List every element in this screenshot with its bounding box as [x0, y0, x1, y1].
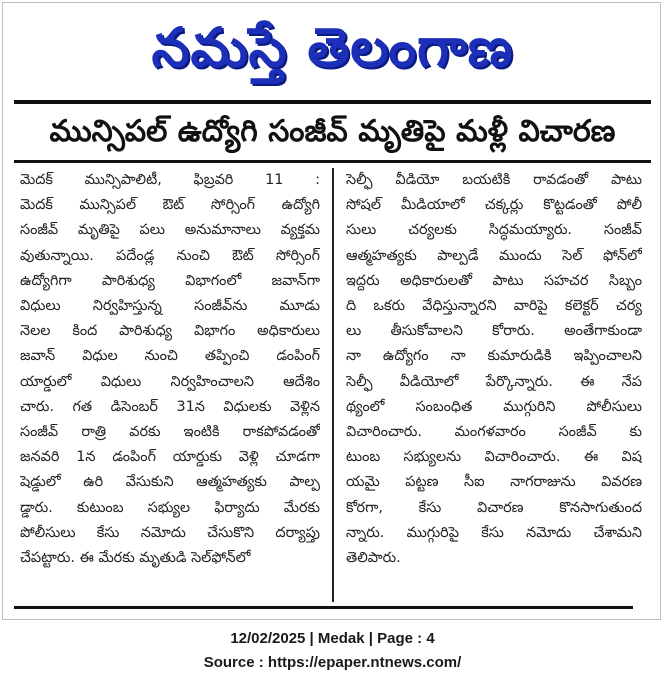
article-line: విచారించారు. మంగళవారం సంజీవ్ కు: [346, 424, 642, 441]
bottom-rule: [14, 606, 633, 609]
article-line: ఇద్దరు అధికారులతో పాటు సహచర సిబ్బం: [346, 272, 642, 289]
article-line: వుతున్నాయి. పదేండ్ల నుంచి ఔట్ సోర్సింగ్: [20, 247, 320, 264]
article-line: సులు చర్యలకు సిద్ధమయ్యారు. సంజీవ్: [346, 222, 642, 239]
article-line: తెలిపారు.: [346, 550, 401, 567]
article-line: ది ఒకరు వేధిస్తున్నారని వారిపై కలెక్టర్ చర్య: [346, 298, 642, 315]
article-line: జవాన్ విధుల నుంచి తప్పించి డంపింగ్: [20, 348, 320, 365]
article-line: లు తీసుకోవాలని కోరారు. అంతేగాకుండా: [346, 323, 642, 340]
article-line: నా ఉద్యోగం నా కుమారుడికి ఇప్పించాలని: [346, 348, 642, 365]
article-headline: మున్సిపల్ ఉద్యోగి సంజీవ్ మృతిపై మళ్లీ విచారణ: [49, 114, 616, 149]
article-line: మెదక్ మున్సిపల్ ఔట్ సోర్సింగ్ ఉద్యోగి: [20, 197, 320, 214]
headline-rule: [14, 160, 651, 163]
article-line: న్నారు. ముగ్గురిపై కేసు నమోదు చేశామని: [346, 524, 642, 541]
article-line: విధులు నిర్వహిస్తున్న సంజీవ్‌ను మూడు: [20, 298, 320, 315]
article-line: కోరగా, కేసు విచారణ కొనసాగుతుంద: [346, 499, 642, 516]
article-line: సెల్ఫీ వీడియోలో పేర్కొన్నారు. ఈ నేప: [346, 373, 642, 390]
article-line: సంజీవ్ మృతిపై పలు అనుమానాలు వ్యక్తమ: [20, 222, 320, 239]
article-line: జనవరి 1న డంపింగ్ యార్డుకు వెళ్లి చూడగా: [20, 449, 320, 466]
article-line: నెలల కింద పారిశుధ్య విభాగం అధికారులు: [20, 323, 320, 340]
column-divider: [332, 168, 334, 602]
article-line: ఆత్మహత్యకు పాల్పడే ముందు సెల్ ఫోన్‌లో: [346, 247, 642, 264]
article-line: సెల్ఫీ వీడియో బయటికి రావడంతో పాటు: [346, 172, 642, 188]
dateline: 12/02/2025 | Medak | Page : 4: [230, 630, 435, 647]
article-line: షెడ్డులో ఉరి వేసుకుని ఆత్మహత్యకు పాల్ప: [20, 474, 320, 491]
article-line: మెదక్ మున్సిపాలిటీ, ఫిబ్రవరి 11 :: [20, 172, 320, 188]
article-line: సంజీవ్ రాత్రి వరకు ఇంటికి రాకపోవడంతో: [20, 424, 320, 441]
article-column-right: [346, 168, 642, 571]
article-line: టుంబ సభ్యులను విచారించారు. ఈ విష: [346, 449, 642, 466]
article-line: చారు. గత డిసెంబర్ 31న విధులకు వెళ్లిన: [20, 398, 320, 415]
article-line: యార్డులో విధులు నిర్వహించాలని ఆదేశిం: [20, 373, 320, 390]
article-line: పోలీసులు కేసు నమోదు చేసుకొని దర్యాప్తు: [20, 524, 320, 541]
article-line: ఉద్యోగిగా పారిశుధ్య విభాగంలో జవాన్‌గా: [20, 272, 320, 289]
source-line: Source : https://epaper.ntnews.com/: [203, 654, 462, 671]
article-line: డ్డారు. కుటుంబ సభ్యుల ఫిర్యాదు మేరకు: [20, 499, 320, 516]
newspaper-masthead: నమస్తే తెలంగాణ: [151, 16, 514, 79]
article-column-left: [20, 168, 320, 571]
article-line: సోషల్ మీడియాలో చక్కర్లు కొట్టడంతో పోలీ: [346, 197, 642, 214]
article-line: చేపట్టారు. ఈ మేరకు మృతుడి సెల్‌ఫోన్‌లో: [20, 550, 251, 567]
article-line: యమై పట్టణ సీఐ నాగరాజును వివరణ: [346, 474, 642, 491]
article-line: థ్యంలో సంబంధిత ముగ్గురిని పోలీసులు: [346, 398, 642, 415]
top-rule: [14, 100, 651, 104]
